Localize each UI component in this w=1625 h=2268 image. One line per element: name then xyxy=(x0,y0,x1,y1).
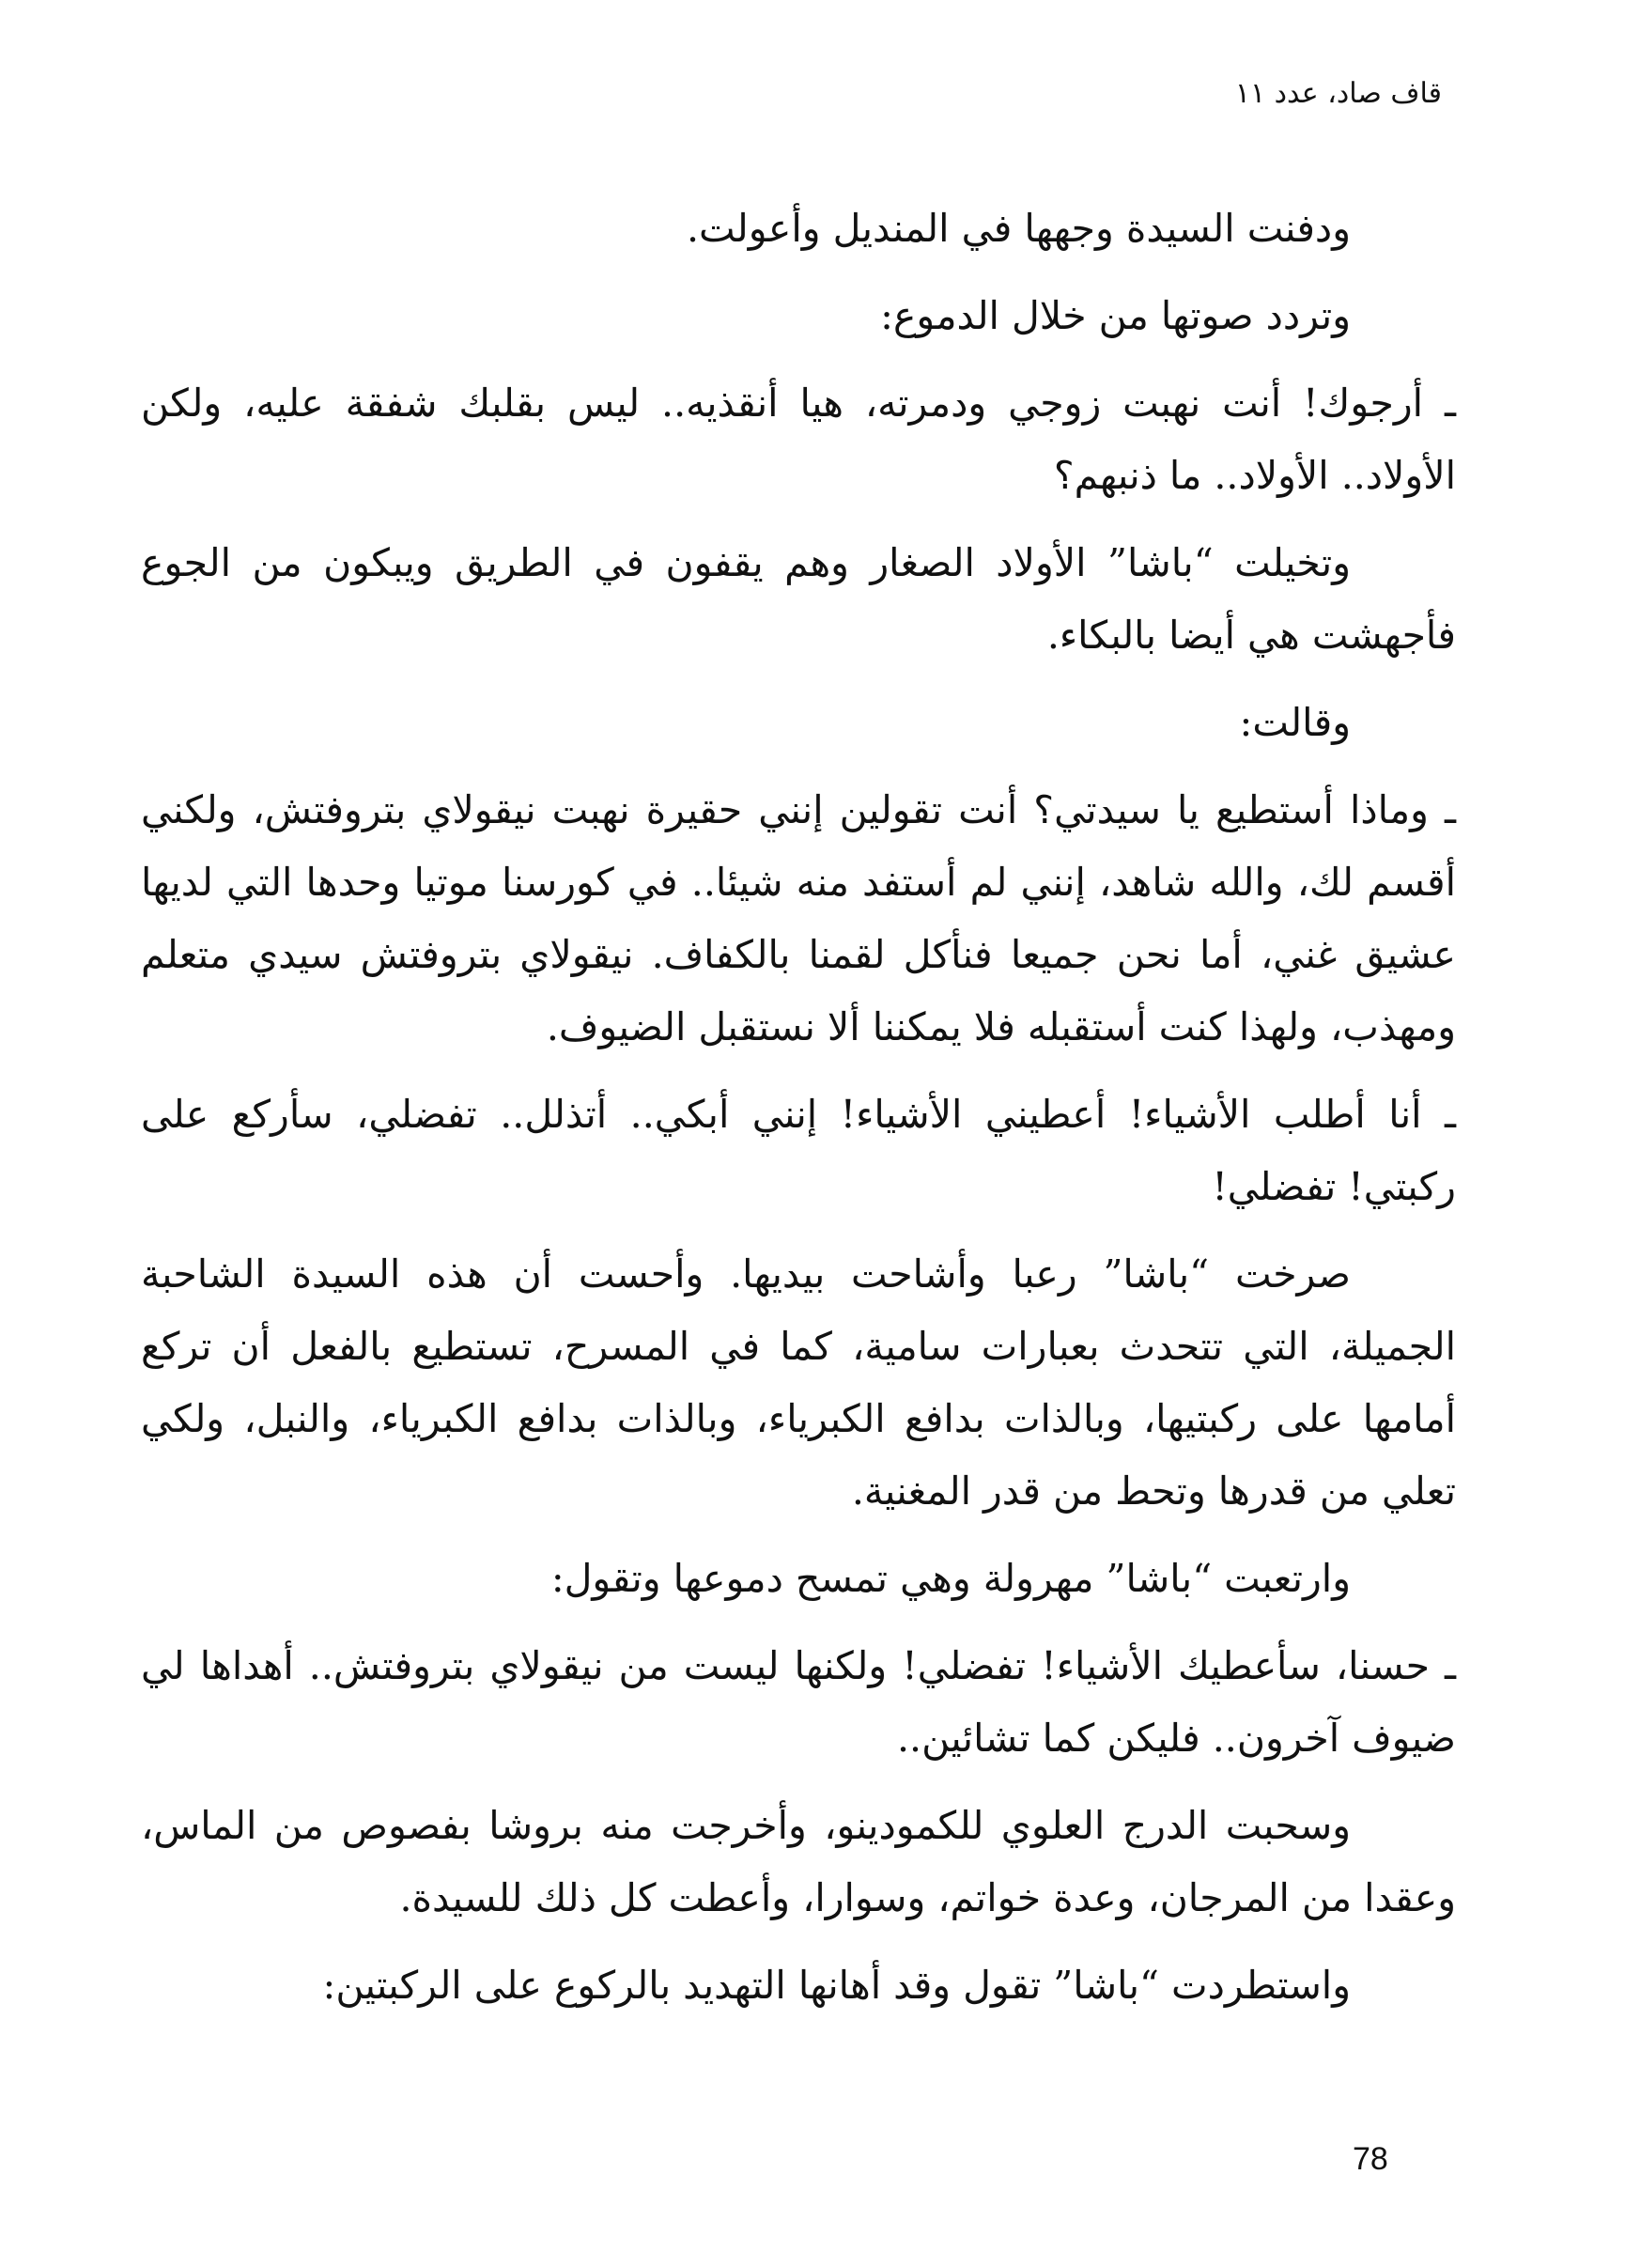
paragraph-4: وتخيلت “باشا” الأولاد الصغار وهم يقفون في الطريق ويبكون من الجوع فأجهشت هي أيضا بالبكاء. xyxy=(141,540,1456,658)
paragraph-5: وقالت: xyxy=(1239,700,1351,745)
paragraph-6: ـ وماذا أستطيع يا سيدتي؟ أنت تقولين إنني حقيرة نهبت نيقولاي بتروفتش، ولكني أقسم لك، والله شاهد، إنني لم أستفد منه شيئا.. في كورسنا موتيا وحدها التي لديها عشيق غني، أما نحن جميعا فنأكل لقمنا بالكفاف. نيقولاي بتروفتش سيدي متعلم ومهذب، ولهذا كنت أستقبله فلا يمكننا ألا نستقبل الضيوف. xyxy=(141,787,1456,1049)
paragraph-3: ـ أرجوك! أنت نهبت زوجي ودمرته، هيا أنقذيه.. ليس بقلبك شفقة عليه، ولكن الأولاد.. الأولاد.. ما ذنبهم؟ xyxy=(141,381,1456,498)
paragraph-1: ودفنت السيدة وجهها في المنديل وأعولت. xyxy=(686,206,1351,251)
paragraph-9: وارتعبت “باشا” مهرولة وهي تمسح دموعها وتقول: xyxy=(550,1556,1351,1601)
paragraph-7: ـ أنا أطلب الأشياء! أعطيني الأشياء! إنني أبكي.. أتذلل.. تفضلي، سأركع على ركبتي! تفضلي! xyxy=(141,1092,1456,1209)
page-number: 78 xyxy=(1353,2141,1388,2177)
running-header: قاف صاد، عدد ١١ xyxy=(1234,77,1442,110)
paragraph-2: وتردد صوتها من خلال الدموع: xyxy=(880,293,1351,338)
body-text xyxy=(141,193,1456,2037)
paragraph-10: ـ حسنا، سأعطيك الأشياء! تفضلي! ولكنها ليست من نيقولاي بتروفتش.. أهداها لي ضيوف آخرون.. فليكن كما تشائين.. xyxy=(141,1643,1456,1761)
paragraph-12: واستطردت “باشا” تقول وقد أهانها التهديد بالركوع على الركبتين: xyxy=(322,1963,1351,2008)
paragraph-11: وسحبت الدرج العلوي للكمودينو، وأخرجت منه بروشا بفصوص من الماس، وعقدا من المرجان، وعدة خواتم، وسوارا، وأعطت كل ذلك للسيدة. xyxy=(141,1803,1456,1920)
paragraph-8: صرخت “باشا” رعبا وأشاحت بيديها. وأحست أن هذه السيدة الشاحبة الجميلة، التي تتحدث بعبارات سامية، كما في المسرح، تستطيع بالفعل أن تركع أمامها على ركبتيها، وبالذات بدافع الكبرياء، وبالذات بدافع الكبرياء، والنبل، ولكي تعلي من قدرها وتحط من قدر المغنية. xyxy=(141,1251,1456,1514)
